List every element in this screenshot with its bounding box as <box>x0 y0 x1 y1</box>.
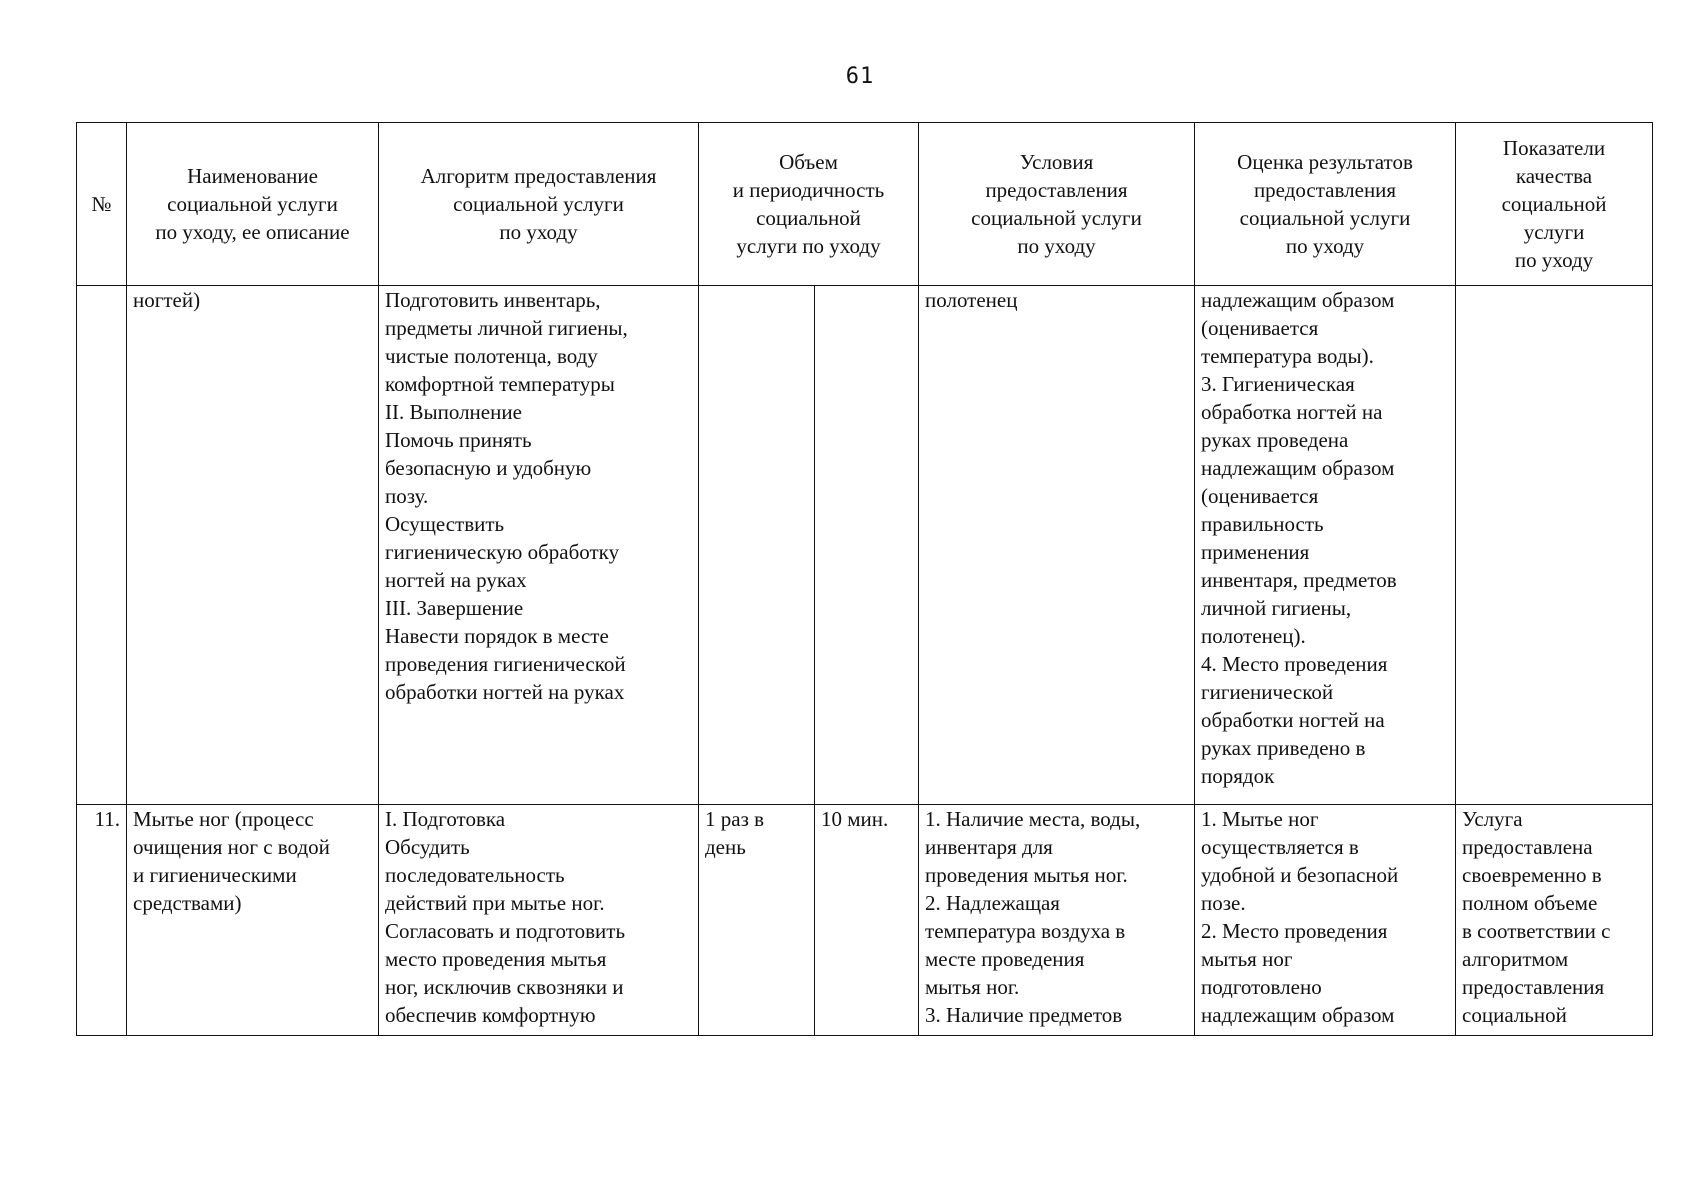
header-algorithm: Алгоритм предоставления социальной услуги по уходу <box>379 123 699 286</box>
duration-cell <box>815 286 919 805</box>
algorithm-cell: Подготовить инвентарь, предметы личной гигиены, чистые полотенца, воду комфортной температуры II. Выполнение Помочь принять безопасную и удобную позу. Осуществить гигиеническую обработку ногтей на руках III. Завершение Навести порядок в месте проведения гигиенической обработки ногтей на руках <box>379 286 699 805</box>
page-number: 61 <box>845 64 875 89</box>
conditions-cell: полотенец <box>919 286 1195 805</box>
service-name-cell: ногтей) <box>127 286 379 805</box>
quality-cell: Услуга предоставлена своевременно в полном объеме в соответствии с алгоритмом предоставления социальной <box>1456 805 1653 1036</box>
assessment-cell: 1. Мытье ног осуществляется в удобной и безопасной позе. 2. Место проведения мытья ног подготовлено надлежащим образом <box>1195 805 1456 1036</box>
row-number <box>77 286 127 805</box>
algorithm-cell: I. Подготовка Обсудить последовательность действий при мытье ног. Согласовать и подготовить место проведения мытья ног, исключив сквозняки и обеспечив комфортную <box>379 805 699 1036</box>
header-volume-frequency: Объем и периодичность социальной услуги по уходу <box>699 123 919 286</box>
service-name-cell: Мытье ног (процесс очищения ног с водой и гигиеническими средствами) <box>127 805 379 1036</box>
header-number: № <box>77 123 127 286</box>
quality-cell <box>1456 286 1653 805</box>
frequency-cell <box>699 286 815 805</box>
table-header-row <box>77 123 1653 286</box>
table-row <box>77 805 1653 1036</box>
duration-cell: 10 мин. <box>815 805 919 1036</box>
frequency-cell: 1 раз в день <box>699 805 815 1036</box>
header-quality: Показатели качества социальной услуги по уходу <box>1456 123 1653 286</box>
header-assessment: Оценка результатов предоставления социальной услуги по уходу <box>1195 123 1456 286</box>
conditions-cell: 1. Наличие места, воды, инвентаря для проведения мытья ног. 2. Надлежащая температура воздуха в месте проведения мытья ног. 3. Наличие предметов <box>919 805 1195 1036</box>
table-row <box>77 286 1653 805</box>
header-service-name: Наименование социальной услуги по уходу, ее описание <box>127 123 379 286</box>
header-conditions: Условия предоставления социальной услуги по уходу <box>919 123 1195 286</box>
social-services-table <box>76 122 1653 1036</box>
assessment-cell: надлежащим образом (оценивается температура воды). 3. Гигиеническая обработка ногтей на руках проведена надлежащим образом (оценивается правильность применения инвентаря, предметов личной гигиены, полотенец). 4. Место проведения гигиенической обработки ногтей на руках приведено в порядок <box>1195 286 1456 805</box>
row-number: 11. <box>77 805 127 1036</box>
